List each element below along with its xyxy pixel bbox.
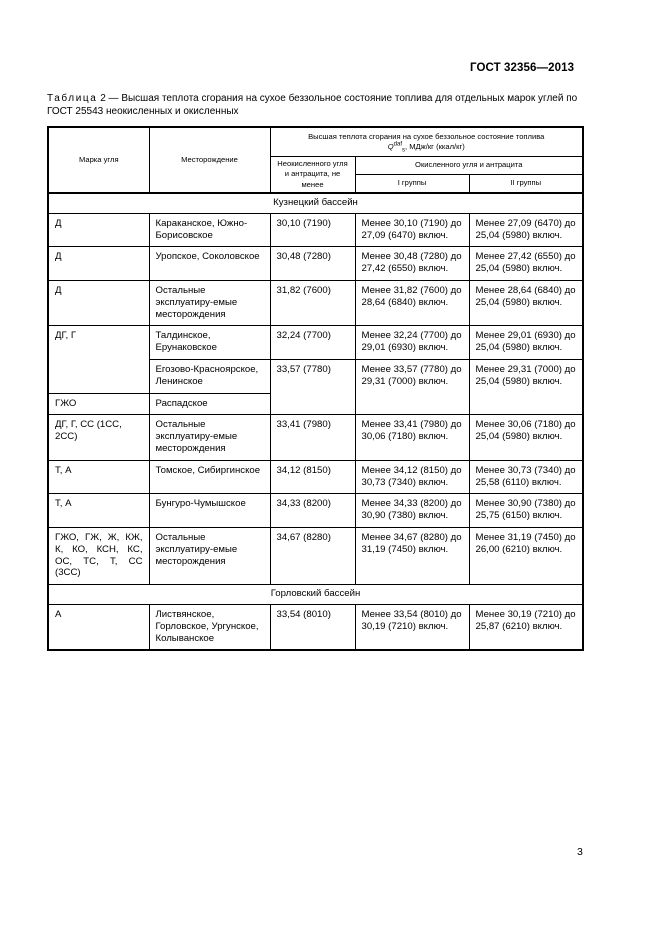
cell-deposit: Распадское [149, 393, 270, 415]
cell-grade: А [48, 604, 149, 650]
cell-group-2: Менее 27,42 (6550) до 25,04 (5980) включ. [469, 247, 583, 281]
cell-grade: Д [48, 247, 149, 281]
cell-group-2: Менее 29,01 (6930) до 25,04 (5980) включ. [469, 326, 583, 360]
cell-non-oxidized: 30,10 (7190) [270, 213, 355, 247]
cell-group-2: Менее 27,09 (6470) до 25,04 (5980) включ. [469, 213, 583, 247]
standard-number: ГОСТ 32356—2013 [470, 62, 575, 74]
cell-non-oxidized: 34,12 (8150) [270, 460, 355, 494]
table-row [48, 604, 583, 650]
cell-non-oxidized: 32,24 (7700) [270, 326, 355, 360]
cell-grade: Д [48, 280, 149, 325]
cell-non-oxidized: 34,67 (8280) [270, 527, 355, 584]
header-heat-sup: daf [393, 141, 402, 148]
heat-value-table [47, 126, 584, 651]
header-deposit: Месторождение [149, 127, 270, 193]
cell-group-2: Менее 30,06 (7180) до 25,04 (5980) включ. [469, 415, 583, 460]
cell-deposit: Бунгуро-Чумышское [149, 494, 270, 528]
cell-group-2: Менее 31,19 (7450) до 26,00 (6210) включ. [469, 527, 583, 584]
cell-group-2: Менее 30,90 (7380) до 25,75 (6150) включ. [469, 494, 583, 528]
cell-grade: ДГ, Г [48, 326, 149, 393]
basin-heading: Кузнецкий бассейн [48, 193, 583, 213]
basin-heading: Горловский бассейн [48, 585, 583, 605]
cell-group-1: Менее 30,10 (7190) до 27,09 (6470) включ. [355, 213, 469, 247]
cell-deposit: Остальные эксплуатиру-емые месторождения [149, 415, 270, 460]
cell-grade: ГЖО [48, 393, 149, 415]
header-group-2: II группы [469, 175, 583, 194]
cell-non-oxidized: 33,57 (7780) [270, 359, 355, 414]
cell-group-1: Менее 33,54 (8010) до 30,19 (7210) включ. [355, 604, 469, 650]
header-group-1: I группы [355, 175, 469, 194]
cell-deposit: Уропское, Соколовское [149, 247, 270, 281]
table-row [48, 415, 583, 460]
cell-group-2: Менее 30,73 (7340) до 25,58 (6110) включ. [469, 460, 583, 494]
table-row [48, 247, 583, 281]
header-heat-unit: , МДж/кг (ккал/кг) [404, 142, 465, 151]
table-row [48, 494, 583, 528]
table-row [48, 280, 583, 325]
cell-group-1: Менее 34,33 (8200) до 30,90 (7380) включ. [355, 494, 469, 528]
cell-deposit: Егозово-Красноярское, Ленинское [149, 359, 270, 393]
cell-grade: ДГ, Г, СС (1СС, 2СС) [48, 415, 149, 460]
cell-group-1: Менее 33,41 (7980) до 30,06 (7180) включ. [355, 415, 469, 460]
header-grade: Марка угля [48, 127, 149, 193]
cell-non-oxidized: 30,48 (7280) [270, 247, 355, 281]
cell-non-oxidized: 34,33 (8200) [270, 494, 355, 528]
table-row [48, 326, 583, 360]
cell-grade: ГЖО, ГЖ, Ж, КЖ, К, КО, КСН, КС, ОС, ТС, Т, СС (3СС) [48, 527, 149, 584]
cell-deposit: Талдинское, Ерунаковское [149, 326, 270, 360]
cell-deposit: Листвянское, Горловское, Ургунское, Колыванское [149, 604, 270, 650]
cell-grade: Д [48, 213, 149, 247]
cell-group-2: Менее 28,64 (6840) до 25,04 (5980) включ. [469, 280, 583, 325]
cell-group-2: Менее 29,31 (7000) до 25,04 (5980) включ. [469, 359, 583, 414]
cell-group-1: Менее 33,57 (7780) до 29,31 (7000) включ. [355, 359, 469, 414]
cell-non-oxidized: 31,82 (7600) [270, 280, 355, 325]
cell-deposit: Караканское, Южно-Борисовское [149, 213, 270, 247]
caption-word: Таблица [47, 93, 98, 104]
caption-text: — Высшая теплота сгорания на сухое беззольное состояние топлива для отдельных марок углей по ГОСТ 25543 неокисленных и окисленных [47, 93, 578, 117]
table-row [48, 527, 583, 584]
cell-deposit: Томское, Сибиргинское [149, 460, 270, 494]
cell-group-1: Менее 31,82 (7600) до 28,64 (6840) включ. [355, 280, 469, 325]
cell-non-oxidized: 33,41 (7980) [270, 415, 355, 460]
cell-deposit: Остальные эксплуатиру-емые месторождения [149, 280, 270, 325]
table-row [48, 460, 583, 494]
header-oxidized: Окисленного угля и антрацита [355, 157, 583, 175]
cell-group-1: Менее 30,48 (7280) до 27,42 (6550) включ. [355, 247, 469, 281]
cell-group-1: Менее 34,12 (8150) до 30,73 (7340) включ. [355, 460, 469, 494]
cell-group-2: Менее 30,19 (7210) до 25,87 (6210) включ. [469, 604, 583, 650]
cell-grade: Т, А [48, 460, 149, 494]
header-heat-pre: Высшая теплота сгорания на сухое беззольное состояние топлива [308, 131, 545, 141]
page-number: 3 [577, 846, 583, 858]
caption-number: 2 [100, 93, 106, 104]
cell-group-1: Менее 34,67 (8280) до 31,19 (7450) включ. [355, 527, 469, 584]
cell-non-oxidized: 33,54 (8010) [270, 604, 355, 650]
header-heat-sub: s [401, 147, 405, 154]
table-caption [47, 93, 587, 118]
header-non-oxidized: Неокисленного угля и антрацита, не менее [270, 157, 355, 194]
header-heat [270, 127, 583, 157]
header-heat-symbol: Q [387, 142, 394, 151]
cell-group-1: Менее 32,24 (7700) до 29,01 (6930) включ. [355, 326, 469, 360]
cell-grade: Т, А [48, 494, 149, 528]
table-row [48, 213, 583, 247]
cell-deposit: Остальные эксплуатиру-емые месторождения [149, 527, 270, 584]
